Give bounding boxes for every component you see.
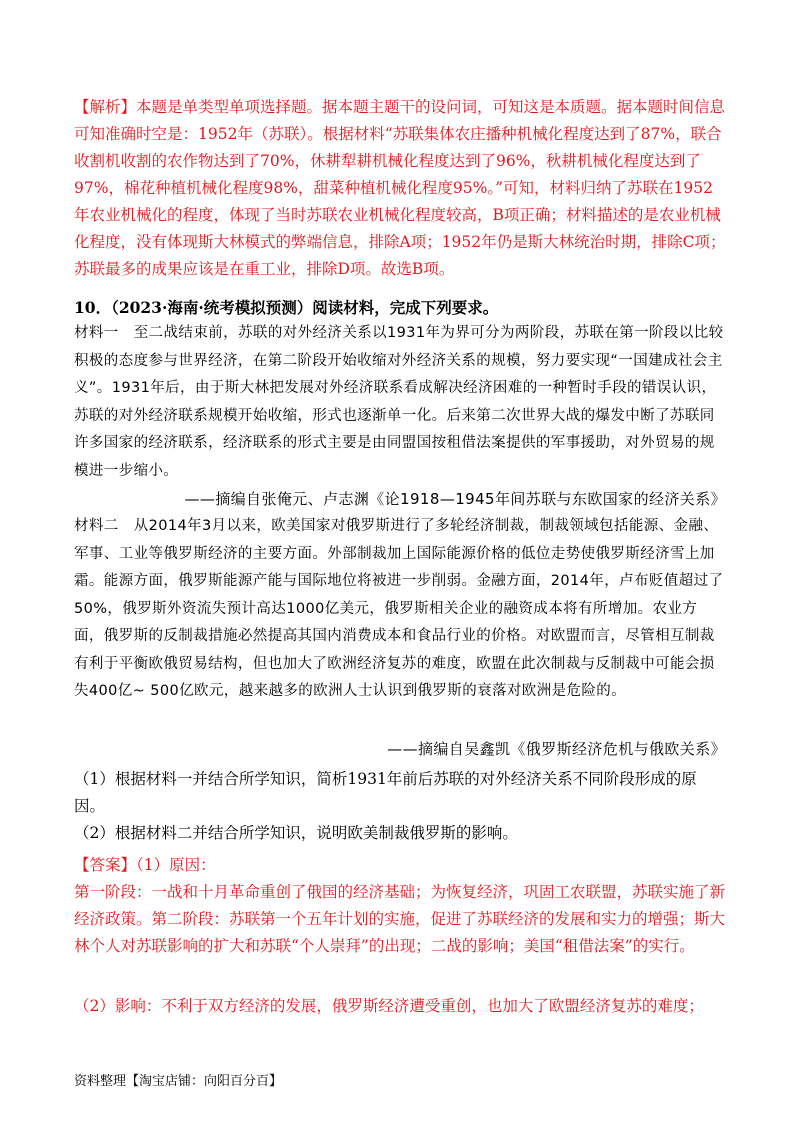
sub-question-2: （2）根据材料二并结合所学知识，说明欧美制裁俄罗斯的影响。 — [74, 824, 518, 842]
analysis-paragraph — [74, 94, 726, 283]
analysis-text: 本题是单类型单项选择题。据本题主题干的设问词，可知这是本质题。据本题时间信息可知准确时空是：1952年（苏联）。根据材料“苏联集体农庄播种机械化程度达到了87%，联合收割机收割的农作物达到了70%，休耕犁耕机械化程度达到了96%，秋耕机械化程度达到了97%，棉花种植机械化程度98%，甜菜种植机械化程度95%。”可知，材料归纳了苏联在1952年农业机械化的程度，体现了当时苏联农业机械化程度较高，B项正确；材料描述的是农业机械化程度，没有体现斯大林模式的弊端信息，排除A项；1952年仍是斯大林统治时期，排除C项；苏联最多的成果应该是在重工业，排除D项。故选B项。 — [74, 98, 726, 278]
material-two-text: 从2014年3月以来，欧美国家对俄罗斯进行了多轮经济制裁，制裁领域包括能源、金融、军事、工业等俄罗斯经济的主要方面。外部制裁加上国际能源价格的低位走势使俄罗斯经济雪上加霜。能源方面，俄罗斯能源产能与国际地位将被进一步削弱。金融方面，2014年，卢布贬值超过了50%，俄罗斯外资流失预计高达1000亿美元，俄罗斯相关企业的融资成本将有所增加。农业方面，俄罗斯的反制裁措施必然提高其国内消费成本和食品行业的价格。对欧盟而言，尽管相互制裁有利于平衡欧俄贸易结构，但也加大了欧洲经济复苏的难度，欧盟在此次制裁与反制裁中可能会损失400亿~ 500亿欧元，越来越多的欧洲人士认识到俄罗斯的衰落对欧洲是危险的。 — [74, 518, 724, 699]
analysis-tag: 【解析】 — [74, 98, 137, 116]
answer-heading — [74, 852, 726, 879]
answer-part1-head: （1）原因： — [136, 856, 216, 874]
material-two — [74, 513, 726, 706]
sub-question-1: （1）根据材料一并结合所学知识，简析1931年前后苏联的对外经济关系不同阶段形成的原因。 — [74, 770, 697, 815]
material-one-source: ——摘编自张俺元、卢志渊《论1918—1945年间苏联与东欧国家的经济关系》 — [184, 490, 726, 508]
answer-tag: 【答案】 — [74, 856, 137, 874]
answer-part2: （2）影响：不利于双方经济的发展，俄罗斯经济遭受重创，也加大了欧盟经济复苏的难度； — [74, 997, 704, 1015]
question-source: （2023·海南·统考模拟预测） — [111, 298, 313, 317]
material-one-text: 至二战结束前，苏联的对外经济关系以1931年为界可分为两阶段，苏联在第一阶段以比较积极的态度参与世界经济，在第二阶段开始收缩对外经济关系的规模，努力要实现“一国建成社会主义”。1931年后，由于斯大林把发展对外经济联系看成解决经济困难的一种暂时手段的错误认识，苏联的对外经济联系规模开始收缩，形式也逐渐单一化。后来第二次世界大战的爆发中断了苏联同许多国家的经济联系，经济联系的形式主要是由同盟国按租借法案提供的军事援助，对外贸易的规模进一步缩小。 — [74, 325, 724, 479]
material-one-label: 材料一 — [74, 325, 119, 341]
material-two-label: 材料二 — [74, 518, 119, 534]
question-prompt: 阅读材料，完成下列要求。 — [312, 298, 499, 317]
page-footer: 资料整理【淘宝店铺：向阳百分百】 — [74, 1074, 283, 1089]
material-one — [74, 320, 726, 485]
answer-part1-body: 第一阶段：一战和十月革命重创了俄国的经济基础；为恢复经济，巩固工农联盟，苏联实施了新经济政策。第二阶段：苏联第一个五年计划的实施，促进了苏联经济的发展和实力的增强；斯大林个人对苏联影响的扩大和苏联“个人崇拜”的出现；二战的影响；美国“租借法案”的实行。 — [74, 883, 726, 955]
material-two-source: ——摘编自吴鑫凯《俄罗斯经济危机与俄欧关系》 — [387, 740, 726, 758]
question-heading — [74, 294, 726, 321]
question-number: 10． — [74, 298, 112, 317]
